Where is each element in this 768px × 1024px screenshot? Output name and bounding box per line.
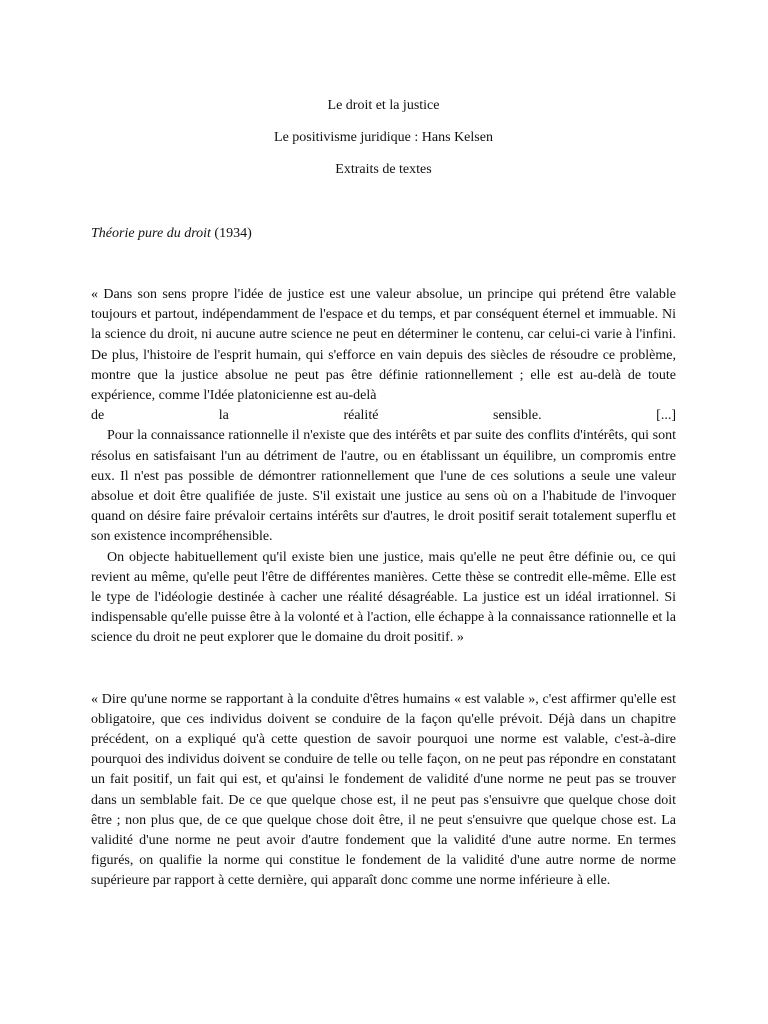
word: la (218, 408, 229, 424)
quote1-paragraph-1-last-line (91, 406, 676, 426)
document-page (91, 96, 676, 892)
ellipsis-mark: [...] (656, 408, 676, 424)
quote-block-2 (91, 690, 676, 892)
work-reference (91, 224, 676, 244)
section-heading: Extraits de textes (335, 162, 432, 177)
word: sensible. (493, 408, 542, 424)
word: réalité (343, 408, 379, 424)
quote-block-1 (91, 285, 676, 649)
document-subtitle: Le positivisme juridique : Hans Kelsen (274, 130, 493, 145)
quote1-paragraph-1: « Dans son sens propre l'idée de justice est une valeur absolue, un principe qui prétend être valable toujours et partout, indépendamment de l'espace et du temps, et par conséquent éternel et immuable. Ni la science du droit, ni aucune autre science ne peut en déterminer le contenu, car celui-ci varie à l'infini. De plus, l'histoire de l'esprit humain, qui s'efforce en vain depuis des siècles de résoudre ce problème, montre que la justice absolue ne peut pas être définie rationnellement ; elle est au-delà de toute expérience, comme l'Idée platonicienne est au-delà (91, 287, 676, 404)
work-title: Théorie pure du droit (91, 226, 211, 241)
word: de (91, 408, 105, 424)
quote1-paragraph-3: On objecte habituellement qu'il existe bien une justice, mais qu'elle ne peut être définie ou, ce qui revient au même, qu'elle peut l'être de différentes manières. Cette thèse se contredit elle-même. Elle est le type de l'idéologie destinée à cacher une réalité désagréable. La justice est un idéal irrationnel. Si indispensable qu'elle puisse être à la volonté et à l'action, elle échappe à la connaissance rationnelle et la science du droit ne peut explorer que le domaine du droit positif. » (91, 549, 676, 646)
document-title: Le droit et la justice (327, 98, 440, 113)
quote1-paragraph-2: Pour la connaissance rationnelle il n'existe que des intérêts et par suite des conflits d'intérêts, qui sont résolus en satisfaisant l'un au détriment de l'autre, ou en établissant un équilibre, un compromis entre eux. Il n'est pas possible de démontrer rationnellement que l'une de ces solutions a seule une valeur absolue et doit être qualifiée de juste. S'il existait une justice au sens où on a l'habitude de l'invoquer quand on désire faire prévaloir certains intérêts sur d'autres, le droit positif serait totalement superflu et son existence incompréhensible. (91, 428, 676, 545)
work-year: (1934) (210, 226, 252, 241)
quote2-paragraph-1: « Dire qu'une norme se rapportant à la conduite d'êtres humains « est valable », c'est affirmer qu'elle est obligatoire, que ces individus doivent se conduire de la façon qu'elle prévoit. Déjà dans un chapitre précédent, on a expliqué qu'à cette question de savoir pourquoi une norme est valable, c'est-à-dire pourquoi des individus doivent se conduire de telle ou telle façon, on ne peut pas répondre en constatant un fait positif, un fait qui est, et qu'ainsi le fondement de validité d'une norme ne peut pas se trouver dans un semblable fait. De ce que quelque chose est, il ne peut pas s'ensuivre que quelque chose doit être ; non plus que, de ce que quelque chose doit être, il ne peut s'ensuivre que quelque chose est. La validité d'une norme ne peut avoir d'autre fondement que la validité d'une autre norme. En termes figurés, on qualifie la norme qui constitue le fondement de la validité d'une autre norme de norme supérieure par rapport à cette dernière, qui apparaît donc comme une norme inférieure à elle. (91, 691, 676, 889)
